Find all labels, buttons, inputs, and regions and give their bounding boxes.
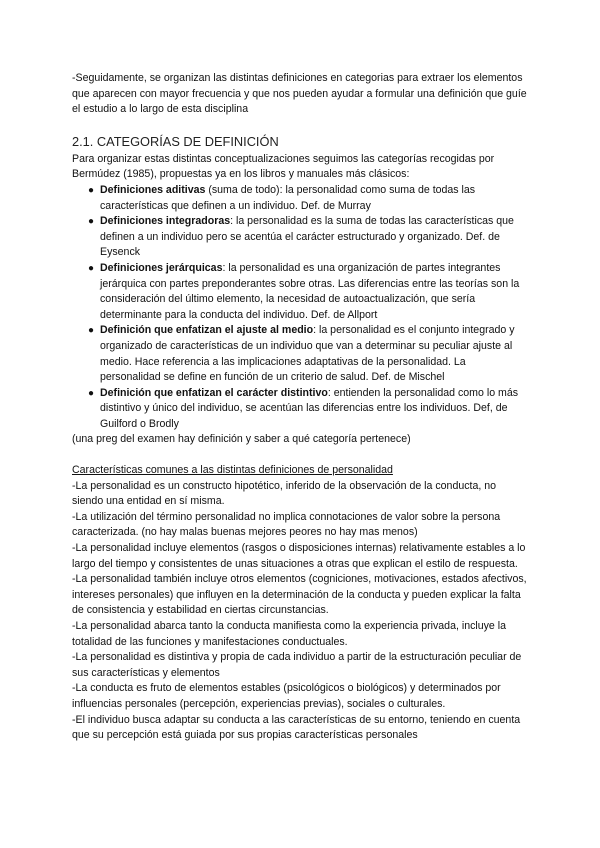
- characteristic-item: -La personalidad también incluye otros elementos (cogniciones, motivaciones, estados afectivos, intereses personales) que influyen en la determinación de la conducta y pueden explicar la falta de consistencia y estabilidad en ciertas circunstancias.: [72, 573, 527, 617]
- characteristic-item: -La personalidad es un constructo hipotético, inferido de la observación de la conducta, no siendo una entidad en sí misma.: [72, 479, 497, 508]
- characteristic-item: -La personalidad abarca tanto la conducta manifiesta como la experiencia privada, incluye la totalidad de las funciones y manifestaciones conductuales.: [72, 620, 507, 648]
- definition-text: : la personalidad es una organización de partes integrantes jerárquica con partes preponderantes sobre otras. Las diferencias entre las teorías son la consideración del último elemento, la necesidad de autoactualización, que sería determinante para la conducta del individuo. Def. de Allport: [100, 261, 520, 321]
- definition-text: (suma de todo): la personalidad como suma de todas las características que definen a un individuo. Def. de Murray: [100, 183, 476, 212]
- document-page: [72, 71, 528, 744]
- characteristic-item: -La personalidad es distintiva y propia de cada individuo a partir de la estructuración peculiar de sus características y elementos: [72, 651, 522, 679]
- intro-paragraph: -Seguidamente, se organizan las distintas definiciones en categorias para extraer los elementos que aparecen con mayor frecuencia y que nos pueden ayudar a formular una definición que guíe el estudio a lo largo de esta disciplina: [72, 72, 527, 116]
- definition-term: Definición que enfatizan el carácter distintivo: [100, 386, 328, 399]
- definition-item: [72, 323, 528, 385]
- definition-term: Definiciones jerárquicas: [100, 261, 223, 274]
- definition-item: [72, 261, 528, 323]
- characteristic-item: -La conducta es fruto de elementos estables (psicológicos o biológicos) y determinados por influencias personales (percepción, experiencias previas), sociales o culturales.: [72, 682, 501, 710]
- definition-item: [72, 386, 528, 433]
- characteristic-item: -La utilización del término personalidad no implica connotaciones de valor sobre la persona caracterizada. (no hay malas buenas mejores peores no hay mas menos): [72, 510, 501, 539]
- bullet-icon: ●: [88, 184, 95, 196]
- definition-term: Definición que enfatizan el ajuste al medio: [100, 324, 314, 337]
- bullet-icon: ●: [88, 325, 95, 337]
- definition-text: : entienden la personalidad como lo más distintivo y único del individuo, se acentúan las diferencias entre los individuos. Def, de Guilford o Brodly: [100, 386, 519, 430]
- characteristic-item: -La personalidad incluye elementos (rasgos o disposiciones internas) relativamente estables a lo largo del tiempo y consistentes de unas situaciones a otras que explican el estilo de respuesta.: [72, 542, 526, 570]
- definitions-list: [72, 183, 528, 433]
- definition-text: : la personalidad es la suma de todas las características que definen a un individuo pero se acentúa el carácter estructurado y organizado. Def. de Eysenck: [100, 215, 514, 259]
- section-heading: 2.1. CATEGORÍAS DE DEFINICIÓN: [72, 133, 279, 149]
- characteristic-item: -El individuo busca adaptar su conducta a las características de su entorno, teniendo en cuenta que su percepción está guiada por sus propias características personales: [72, 713, 521, 742]
- definition-term: Definiciones integradoras: [100, 215, 231, 228]
- definition-item: [72, 214, 528, 261]
- bullet-icon: ●: [88, 262, 95, 274]
- bullet-icon: ●: [88, 387, 95, 399]
- exam-note: (una preg del examen hay definición y saber a qué categoría pertenece): [72, 433, 411, 446]
- bullet-icon: ●: [88, 216, 95, 228]
- section-intro: Para organizar estas distintas conceptualizaciones seguimos las categorías recogidas por Bermúdez (1985), propuestas ya en los libros y manuales más clásicos:: [72, 152, 495, 181]
- definition-item: [72, 183, 528, 214]
- definition-text: : la personalidad es el conjunto integrado y organizado de características de un individuo que van a determinar su peculiar ajuste al medio. Hace referencia a las implicaciones adaptativas de la personalidad. La personalidad se define en función de un criterio de salud. Def. de Mischel: [100, 324, 515, 384]
- characteristics-title: Características comunes a las distintas definiciones de personalidad: [72, 464, 393, 477]
- definition-term: Definiciones aditivas: [100, 183, 206, 196]
